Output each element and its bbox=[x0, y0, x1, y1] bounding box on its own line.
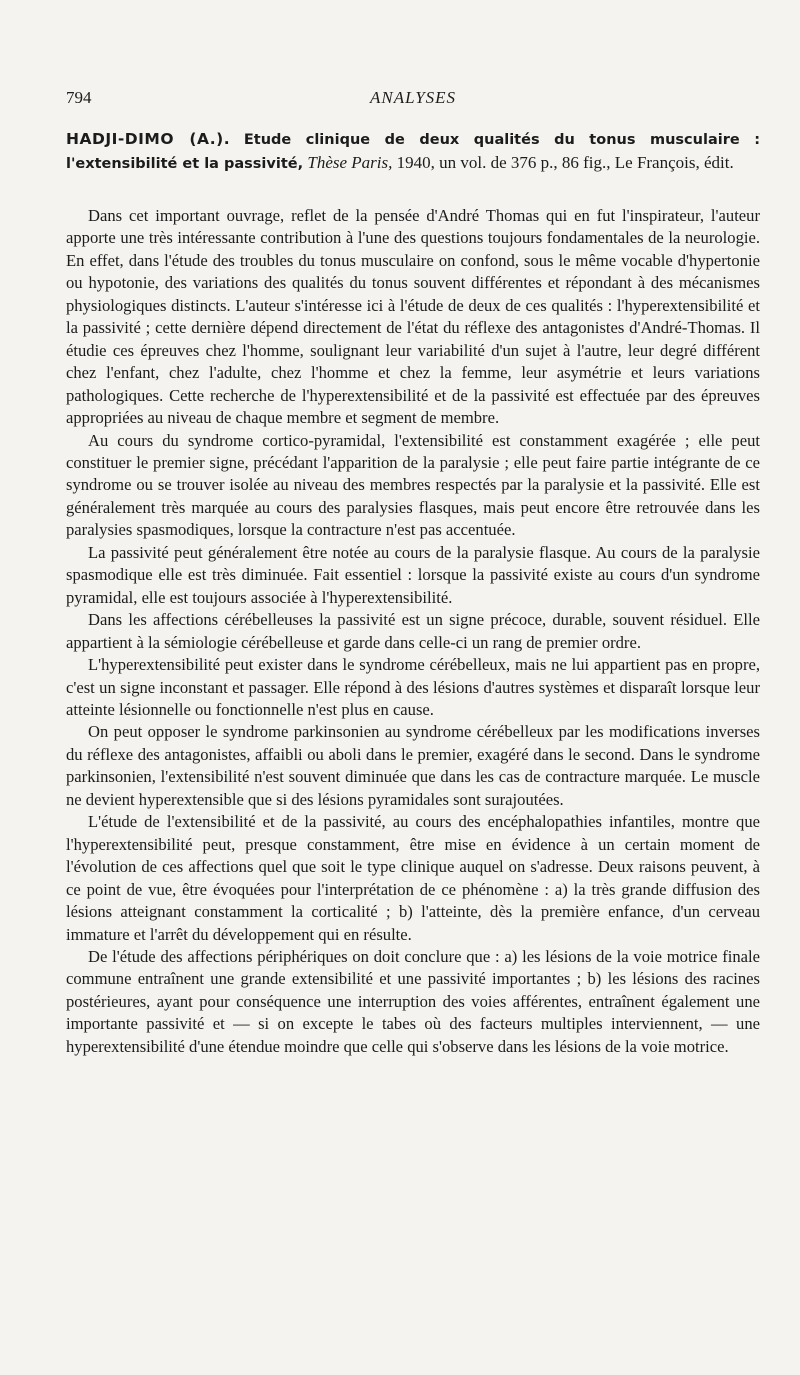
entry-details: 1940, un vol. de 376 p., 86 fig., Le François, édit. bbox=[396, 152, 734, 172]
paragraph: Dans cet important ouvrage, reflet de la pensée d'André Thomas qui en fut l'inspirateur, l'auteur apporte une très intéressante contribution à l'une des questions toujours fondamentales de la neurologie. En effet, dans l'étude des troubles du tonus musculaire on confond, sous le même vocable d'hypertonie ou hypotonie, des variations des qualités du tonus souvent différentes et répondant à des mécanismes physiologiques distincts. L'auteur s'intéresse ici à l'étude de deux de ces qualités : l'hyperextensibilité et la passivité ; cette dernière dépend directement de l'état du réflexe des antagonistes d'André-Thomas. Il étudie ces épreuves chez l'homme, soulignant leur variabilité d'un sujet à l'autre, leur degré différent chez l'enfant, chez l'adulte, chez l'homme et chez la femme, leur asymétrie et leurs variations pathologiques. Cette recherche de l'hyperextensibilité et de la passivité est effectuée par des épreuves appropriées au niveau de chaque membre et segment de membre. bbox=[66, 206, 760, 428]
page-number: 794 bbox=[66, 88, 92, 107]
entry-author: HADJI-DIMO (A.). bbox=[66, 130, 231, 148]
review-body bbox=[66, 205, 760, 1058]
entry-heading bbox=[66, 128, 760, 175]
running-title: ANALYSES bbox=[369, 88, 457, 107]
paragraph: L'étude de l'extensibilité et de la passivité, au cours des encéphalopathies infantiles, montre que l'hyperextensibilité peut, presque constamment, être mise en évidence à un certain moment de l'évolution de ces affections quel que soit le type clinique auquel on s'adresse. Deux raisons peuvent, à ce point de vue, être évoquées pour l'interprétation de ce phénomène : a) la très grande diffusion des lésions atteignant constamment la corticalité ; b) l'atteinte, dès la première enfance, d'un cerveau immature et l'arrêt du développement qui en résulte. bbox=[66, 812, 760, 944]
entry-title: Etude clinique de deux qualités du tonus musculaire : l'extensibilité et la passivité, bbox=[66, 132, 760, 172]
paragraph: On peut opposer le syndrome parkinsonien au syndrome cérébelleux par les modifications inverses du réflexe des antagonistes, affaibli ou aboli dans le premier, exagéré dans le second. Dans le syndrome parkinsonien, l'extensibilité n'est souvent diminuée que dans les cas de contracture marquée. Le muscle ne devient hyperextensible que si des lésions pyramidales sont surajoutées. bbox=[66, 722, 760, 809]
paragraph: La passivité peut généralement être notée au cours de la paralysie flasque. Au cours de la paralysie spasmodique elle est très diminuée. Fait essentiel : lorsque la passivité existe au cours d'un syndrome pyramidal, elle est toujours associée à l'hyperextensibilité. bbox=[66, 542, 760, 607]
paragraph: L'hyperextensibilité peut exister dans le syndrome cérébelleux, mais ne lui appartient pas en propre, c'est un signe inconstant et passager. Elle répond à des lésions d'autres systèmes et disparaît lorsque leur atteinte lésionnelle ou fonctionnelle n'est plus en cause. bbox=[66, 655, 760, 719]
running-header bbox=[66, 88, 760, 112]
paragraph: Dans les affections cérébelleuses la passivité est un signe précoce, durable, souvent résiduel. Elle appartient à la sémiologie cérébelleuse et garde dans celle-ci un rang de premier ordre. bbox=[66, 610, 760, 652]
entry-source: Thèse Paris, bbox=[307, 152, 393, 172]
paragraph: De l'étude des affections périphériques on doit conclure que : a) les lésions de la voie motrice finale commune entraînent une grande extensibilité et une passivité importantes ; b) les lésions des racines postérieures, ayant pour conséquence une interruption des voies afférentes, entraînent également une importante passivité et — si on excepte le tabes où des facteurs multiples interviennent, — une hyperextensibilité d'une étendue moindre que celle qui s'observe dans les lésions de la voie motrice. bbox=[66, 946, 760, 1056]
paragraph: Au cours du syndrome cortico-pyramidal, l'extensibilité est constamment exagérée ; elle peut constituer le premier signe, précédant l'apparition de la paralysie ; elle peut faire partie intégrante de ce syndrome ou se trouver isolée au niveau des membres respectés par la paralysie et la passivité. Elle est généralement très marquée au cours des paralysies flasques, mais peut encore être retrouvée dans les paralysies spasmodiques, lorsque la contracture n'est pas accentuée. bbox=[66, 430, 760, 540]
